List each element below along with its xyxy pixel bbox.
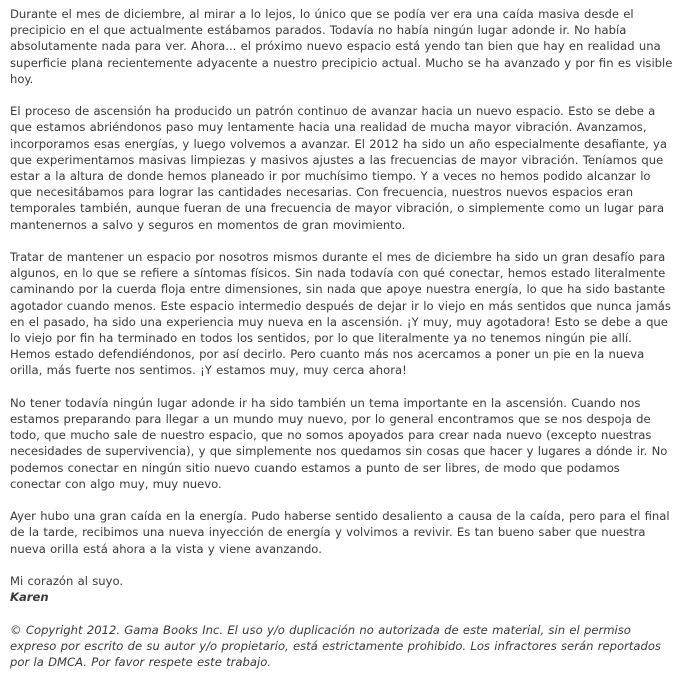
article-body bbox=[10, 6, 674, 670]
author-name: Karen bbox=[10, 590, 49, 605]
closing-line: Mi corazón al suyo. bbox=[10, 574, 124, 589]
copyright-notice: © Copyright 2012. Gama Books Inc. El uso y/o duplicación no autorizada de este material, sin el permiso expreso por escrito de su autor y/o propietario, está estrictamente prohibido. Los infractores serán reportados por la DMCA. Por favor respete este trabajo. bbox=[10, 622, 661, 670]
paragraph-1: Durante el mes de diciembre, al mirar a lo lejos, lo único que se podía ver era una caída masiva desde el precipicio en el que actualmente estábamos parados. Todavía no había ningún lugar adonde ir. No había absolutamente nada para ver. Ahora... el próximo nuevo espacio está yendo tan bien que hay en realidad una superficie plana recientemente adyacente a nuestro precipicio actual. Mucho se ha avanzado y por fin es visible hoy. bbox=[10, 7, 673, 86]
paragraph-3: Tratar de mantener un espacio por nosotros mismos durante el mes de diciembre ha sido un gran desafío para algunos, en lo que se refiere a síntomas físicos. Sin nada todavía con qué conectar, hemos estado literalmente caminando por la cuerda floja entre dimensiones, sin nada que apoye nuestra energía, lo que ha sido bastante agotador cuando menos. Este espacio intermedio después de dejar ir lo viejo en más sentidos que nunca jamás en el pasado, ha sido una experiencia muy nueva en la ascensión. ¡Y muy, muy agotadora! Esto se debe a que lo viejo por fin ha terminado en todos los sentidos, por lo que literalmente ya no tenemos ningún pie allí. Hemos estado defendiéndonos, por así decirlo. Pero cuanto más nos acercamos a poner un pie en la nueva orilla, más fuerte nos sentimos. ¡Y estamos muy, muy cerca ahora! bbox=[10, 250, 671, 378]
paragraph-4: No tener todavía ningún lugar adonde ir ha sido también un tema importante en la ascensión. Cuando nos estamos preparando para llegar a un mundo muy nuevo, por lo general encontramos que se nos despoja de todo, que mucho sale de nuestro espacio, que no somos apoyados para crear nada nuevo (excepto nuestras necesidades de supervivencia), y que simplemente nos quedamos sin cosas que hacer y lugares a dónde ir. No podemos conectar en ningún sitio nuevo cuando estamos a punto de ser libres, de modo que podamos conectar con algo muy, muy nuevo. bbox=[10, 395, 668, 491]
paragraph-2: El proceso de ascensión ha producido un patrón continuo de avanzar hacia un nuevo espacio. Esto se debe a que estamos abriéndonos paso muy lentamente hacia una realidad de mucha mayor vibración. Avanzamos, incorporamos esas energías, y luego volvemos a avanzar. El 2012 ha sido un año especialmente desafiante, ya que experimentamos masivas limpiezas y masivos ajustes a las frecuencias de mayor vibración. Teníamos que estar a la altura de donde hemos planeado ir por muchísimo tiempo. Y a veces no hemos podido alcanzar lo que necesitábamos para lograr las cantidades necesarias. Con frecuencia, nuestros nuevos espacios eran temporales también, aunque fueran de una frecuencia de mayor vibración, o simplemente como un lugar para mantenernos a salvo y seguros en momentos de gran movimiento. bbox=[10, 104, 667, 232]
paragraph-5: Ayer hubo una gran caída en la energía. Pudo haberse sentido desaliento a causa de la caída, pero para el final de la tarde, recibimos una nueva inyección de energía y volvimos a revivir. Es tan bueno saber que nuestra nueva orilla está ahora a la vista y viene avanzando. bbox=[10, 509, 670, 556]
signature-block bbox=[10, 573, 674, 605]
